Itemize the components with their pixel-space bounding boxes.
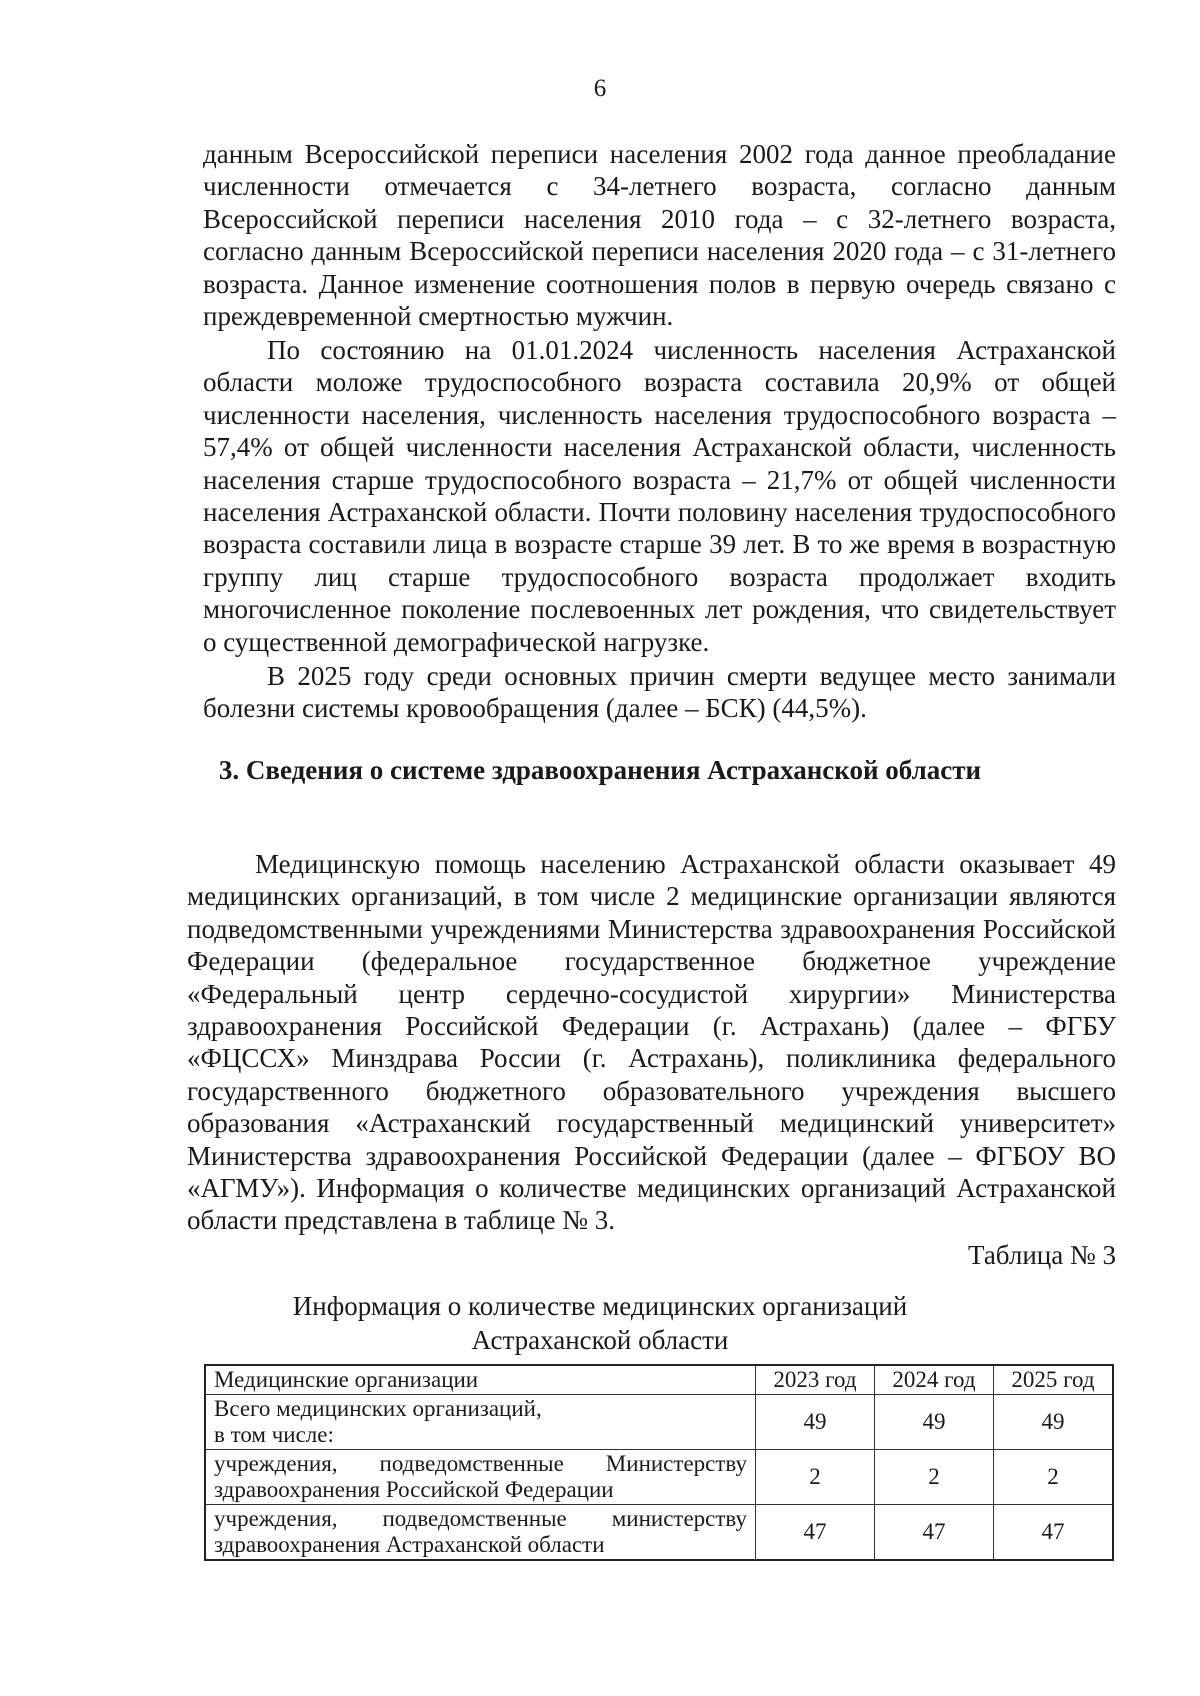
table-row — [205, 1505, 1113, 1561]
row-label-total-line-2: в том числе: — [214, 1422, 334, 1447]
row-label-regional: учреждения, подведомственные министерству здравоохранения Астраханской области — [205, 1505, 756, 1561]
table-row — [205, 1395, 1113, 1450]
cell-federal-2024: 2 — [875, 1450, 994, 1505]
medical-organizations-table — [204, 1364, 1114, 1561]
cell-regional-2024: 47 — [875, 1505, 994, 1561]
section-heading: 3. Сведения о системе здравоохранения Астраханской области — [218, 755, 982, 785]
row-label-total — [205, 1395, 756, 1450]
table-label: Таблица № 3 — [968, 1240, 1116, 1270]
header-organizations: Медицинские организации — [205, 1365, 756, 1395]
table-title-line-1: Информация о количестве медицинских организаций — [292, 1291, 908, 1321]
cell-total-2023: 49 — [756, 1395, 875, 1450]
row-label-federal: учреждения, подведомственные Министерству здравоохранения Российской Федерации — [205, 1450, 756, 1505]
table-row — [205, 1450, 1113, 1505]
cell-regional-2023: 47 — [756, 1505, 875, 1561]
header-2024: 2024 год — [875, 1365, 994, 1395]
header-2025: 2025 год — [994, 1365, 1114, 1395]
paragraph-medical-organizations: Медицинскую помощь населению Астраханской области оказывает 49 медицинских организаций, в том числе 2 медицинские организации являются подведомственными учреждениями Министерства здравоохранения Российской Федерации (федеральное государственное бюджетное учреждение «Федеральный центр сердечно-сосудистой хирургии» Министерства здравоохранения Российской Федерации (г. Астрахань) (далее – ФГБУ «ФЦССХ» Минздрава России (г. Астрахань), поликлиника федерального государственного бюджетного образовательного учреждения высшего образования «Астраханский государственный медицинский университет» Министерства здравоохранения Российской Федерации (далее – ФГБОУ ВО «АГМУ»). Информация о количестве медицинских организаций Астраханской области представлена в таблице № 3. — [187, 849, 1116, 1236]
cell-total-2025: 49 — [994, 1395, 1114, 1450]
table-title — [0, 1289, 1200, 1357]
paragraph-age-structure: По состоянию на 01.01.2024 численность населения Астраханской области моложе трудоспособного возраста составила 20,9% от общей численности населения, численность населения трудоспособного возраста – 57,4% от общей численности населения Астраханской области, численность населения старше трудоспособного возраста – 21,7% от общей численности населения Астраханской области. Почти половину населения трудоспособного возраста составили лица в возрасте старше 39 лет. В то же время в возрастную группу лиц старше трудоспособного возраста продолжает входить многочисленное поколение послевоенных лет рождения, что свидетельствует о существенной демографической нагрузке. — [203, 335, 1116, 657]
paragraph-population-census: данным Всероссийской переписи населения 2002 года данное преобладание численности отмечается с 34-летнего возраста, согласно данным Всероссийской переписи населения 2010 года – с 32-летнего возраста, согласно данным Всероссийской переписи населения 2020 года – с 31-летнего возраста. Данное изменение соотношения полов в первую очередь связано с преждевременной смертностью мужчин. — [203, 139, 1116, 332]
cell-federal-2025: 2 — [994, 1450, 1114, 1505]
header-2023: 2023 год — [756, 1365, 875, 1395]
table-header-row — [205, 1365, 1113, 1395]
row-label-total-line-1: Всего медицинских организаций, — [214, 1396, 542, 1421]
cell-total-2024: 49 — [875, 1395, 994, 1450]
table-title-line-2: Астраханской области — [471, 1325, 729, 1355]
cell-regional-2025: 47 — [994, 1505, 1114, 1561]
page-number: 6 — [593, 75, 607, 102]
cell-federal-2023: 2 — [756, 1450, 875, 1505]
paragraph-mortality-causes: В 2025 году среди основных причин смерти ведущее место занимали болезни системы кровообращения (далее – БСК) (44,5%). — [203, 661, 1116, 724]
